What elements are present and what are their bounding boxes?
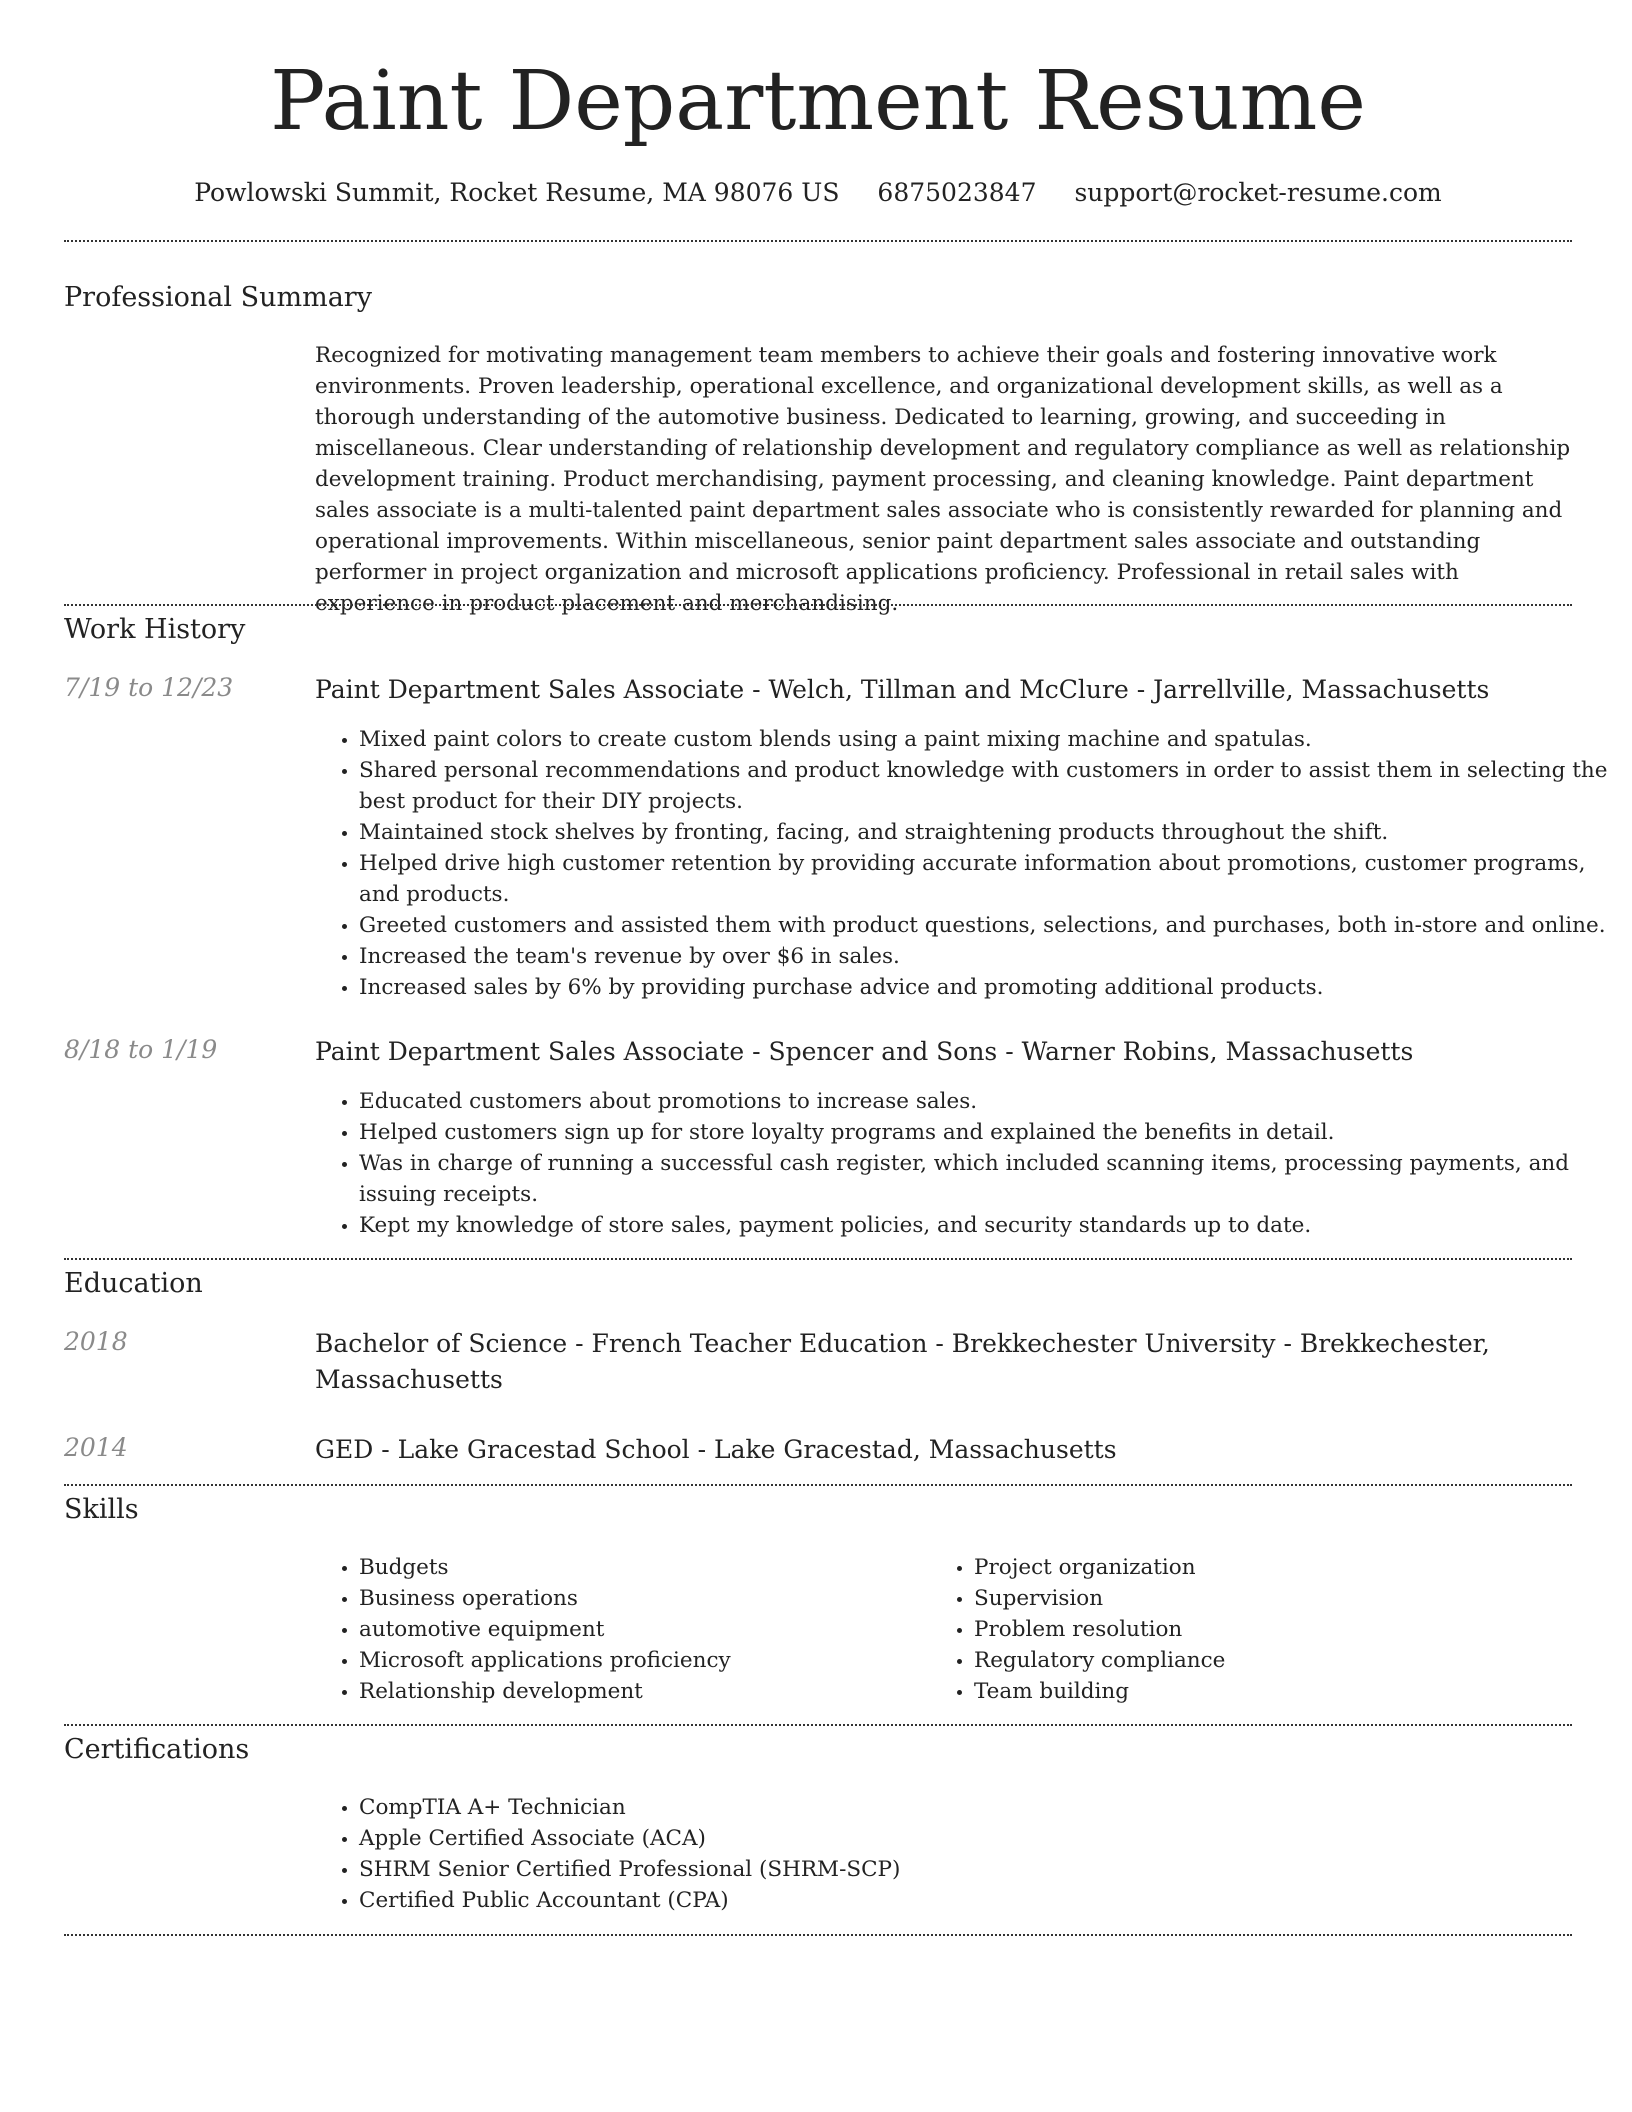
list-item: • Kept my knowledge of store sales, payment policies, and security standards up to date.	[359, 1210, 1616, 1241]
skill-item: • Budgets	[359, 1552, 973, 1583]
list-item: • Educated customers about promotions to increase sales.	[359, 1086, 1616, 1117]
job-bullets	[315, 1086, 1616, 1241]
certification-item: • SHRM Senior Certified Professional (SHRM-SCP)	[359, 1854, 1616, 1885]
skill-item: • Team building	[974, 1676, 1616, 1707]
job-title: Paint Department Sales Associate - Welch, Tillman and McClure - Jarrellville, Massachusetts	[315, 675, 1490, 704]
list-item: • Increased the team's revenue by over $6 in sales.	[359, 941, 1616, 972]
list-item: • Maintained stock shelves by fronting, facing, and straightening products throughout the shift.	[359, 817, 1616, 848]
section-title-education: Education	[64, 1268, 203, 1299]
divider	[64, 1934, 1572, 1936]
section-title-summary: Professional Summary	[64, 282, 372, 313]
list-item: • Was in charge of running a successful cash register, which included scanning items, processing payments, and issuing receipts.	[359, 1148, 1616, 1210]
education-year: 2014	[64, 1433, 128, 1462]
skills-list-left	[315, 1552, 973, 1707]
job-dates: 8/18 to 1/19	[64, 1035, 218, 1064]
certification-item: • Certified Public Accountant (CPA)	[359, 1885, 1616, 1916]
education-year: 2018	[64, 1327, 128, 1356]
divider	[64, 604, 1572, 606]
resume-name: Paint Department Resume	[270, 54, 1366, 149]
skill-item: • Problem resolution	[974, 1614, 1616, 1645]
skill-item: • automotive equipment	[359, 1614, 973, 1645]
divider	[64, 1724, 1572, 1726]
divider	[64, 1484, 1572, 1486]
list-item: • Increased sales by 6% by providing purchase advice and promoting additional products.	[359, 972, 1616, 1003]
skills-list-right	[930, 1552, 1616, 1707]
contact-line	[64, 176, 1572, 210]
skill-item: • Project organization	[974, 1552, 1616, 1583]
education-degree	[315, 1326, 1572, 1398]
contact-address: Powlowski Summit, Rocket Resume, MA 98076 US	[194, 178, 840, 207]
summary-text: Recognized for motivating management team members to achieve their goals and fostering innovative work environments. Proven leadership, operational excellence, and organizational development skills, as well as a thorough understanding of the automotive business. Dedicated to learning, growing, and succeeding in miscellaneous. Clear understanding of relationship development and regulatory compliance as well as relationship development training. Product merchandising, payment processing, and cleaning knowledge. Paint department sales associate is a multi-talented paint department sales associate who is consistently rewarded for planning and operational improvements. Within miscellaneous, senior paint department sales associate and outstanding performer in project organization and microsoft applications proficiency. Professional in retail sales with experience in product placement and merchandising.	[315, 343, 1571, 616]
job-title: Paint Department Sales Associate - Spencer and Sons - Warner Robins, Massachusetts	[315, 1037, 1414, 1066]
certification-item: • Apple Certified Associate (ACA)	[359, 1823, 1616, 1854]
job-bullets	[315, 724, 1616, 1003]
education-degree: GED - Lake Gracestad School - Lake Gracestad, Massachusetts	[315, 1435, 1117, 1464]
resume-page	[64, 0, 1608, 1913]
job-dates: 7/19 to 12/23	[64, 673, 234, 702]
divider	[64, 1258, 1572, 1260]
skill-item: • Microsoft applications proficiency	[359, 1645, 973, 1676]
list-item: • Mixed paint colors to create custom blends using a paint mixing machine and spatulas.	[359, 724, 1616, 755]
education-degree-line: Bachelor of Science - French Teacher Education - Brekkechester University - Brekkechester,	[315, 1329, 1490, 1358]
section-title-certifications: Certifications	[64, 1734, 250, 1765]
skill-item: • Regulatory compliance	[974, 1645, 1616, 1676]
divider	[64, 240, 1572, 242]
skill-item: • Relationship development	[359, 1676, 973, 1707]
contact-phone: 6875023847	[877, 178, 1037, 207]
list-item: • Helped customers sign up for store loyalty programs and explained the benefits in detail.	[359, 1117, 1616, 1148]
list-item: • Greeted customers and assisted them with product questions, selections, and purchases, both in-store and online.	[359, 910, 1616, 941]
education-degree-line: Massachusetts	[315, 1365, 503, 1394]
section-title-skills: Skills	[64, 1494, 139, 1525]
section-title-work: Work History	[64, 614, 246, 645]
list-item: • Helped drive high customer retention by providing accurate information about promotions, customer programs, and products.	[359, 848, 1616, 910]
skill-item: • Business operations	[359, 1583, 973, 1614]
certification-item: • CompTIA A+ Technician	[359, 1792, 1616, 1823]
skill-item: • Supervision	[974, 1583, 1616, 1614]
certifications-list	[315, 1792, 1616, 1916]
contact-email: support@rocket-resume.com	[1074, 178, 1442, 207]
list-item: • Shared personal recommendations and product knowledge with customers in order to assist them in selecting the best product for their DIY projects.	[359, 755, 1616, 817]
